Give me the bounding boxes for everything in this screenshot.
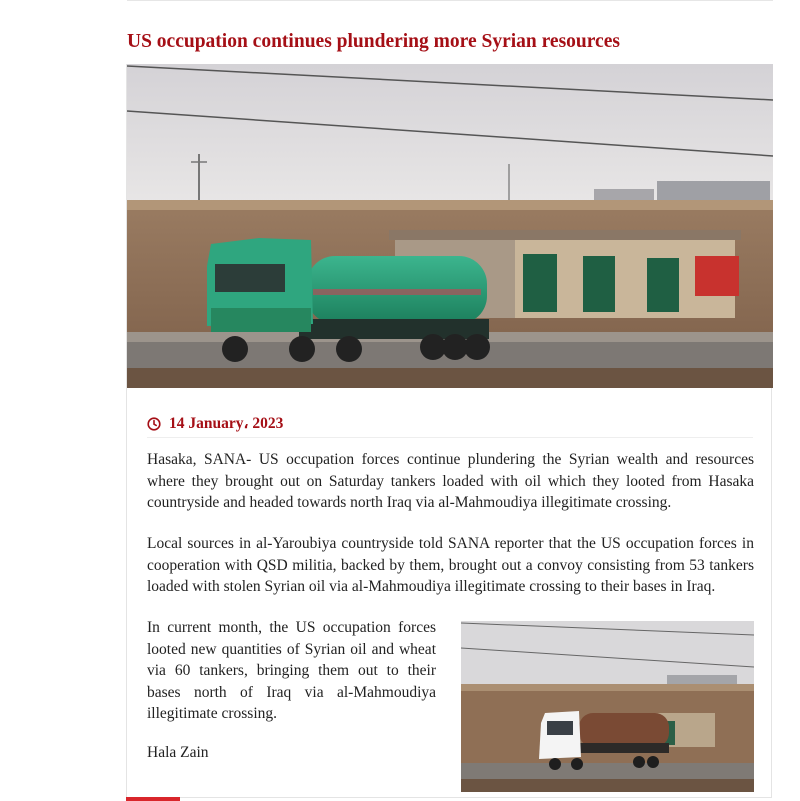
inline-article-image xyxy=(461,621,754,792)
publish-date xyxy=(147,414,283,433)
clock-icon xyxy=(147,417,161,431)
date-text: 14 January، 2023 xyxy=(169,415,284,432)
article-paragraph: Hasaka, SANA- US occupation forces continue plundering the Syrian wealth and resources where they brought out on Saturday tankers loaded with oil which they looted from Hasaka countryside and headed towards north Iraq via al-Mahmoudiya illegitimate crossing. xyxy=(147,451,754,511)
article-paragraph: Local sources in al-Yaroubiya countryside told SANA reporter that the US occupation forces in cooperation with QSD militia, backed by them, brought out a convoy consisting from 53 tankers loaded with stolen Syrian oil via al-Mahmoudiya illegitimate crossing to their bases in Iraq. xyxy=(147,535,754,595)
article-paragraph: In current month, the US occupation forces looted new quantities of Syrian oil and wheat via 60 tankers, bringing them out to their bases north of Iraq via al-Mahmoudiya illegitimate crossing. xyxy=(147,619,436,722)
article-title: US occupation continues plundering more Syrian resources xyxy=(127,31,620,52)
date-divider xyxy=(147,437,753,438)
hero-image xyxy=(127,64,773,388)
author-name: Hala Zain xyxy=(147,744,209,761)
accent-bar xyxy=(126,797,180,801)
article-card xyxy=(126,64,772,798)
top-divider xyxy=(127,0,773,1)
